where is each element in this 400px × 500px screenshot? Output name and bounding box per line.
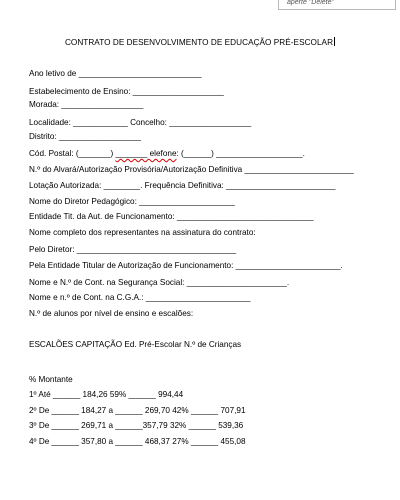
field-pelo-diretor[interactable]: Pelo Diretor: ___________________________________: [29, 245, 237, 254]
field-estabelecimento[interactable]: Estabelecimento de Ensino: ____________________: [29, 87, 224, 96]
field-morada[interactable]: Morada: __________________: [29, 100, 144, 109]
field-cod-postal[interactable]: [29, 149, 305, 159]
field-ano-letivo[interactable]: Ano letivo de ___________________________: [29, 69, 202, 78]
field-pela-entidade[interactable]: Pela Entidade Titular de Autorização de Funcionamento: _______________________.: [29, 261, 343, 270]
escalao-row[interactable]: 1º Até ______ 184,26 59% ______ 994,44: [29, 390, 184, 399]
spellcheck-underlined-text: _______ elefone: [115, 149, 177, 158]
representantes-label: Nome completo dos representantes na assinatura do contrato:: [29, 228, 256, 237]
field-distrito[interactable]: Distrito: __________________: [29, 132, 141, 141]
telefone-text: : (______) ___________________.: [176, 149, 305, 158]
field-entidade-titular[interactable]: Entidade Tit. da Aut. de Funcionamento: ______________________________: [29, 212, 314, 221]
escaloes-heading: ESCALÕES CAPITAÇÃO Ed. Pré-Escolar N.º de Crianças: [29, 340, 242, 349]
field-alvara[interactable]: N.º do Alvará/Autorização Provisória/Autorização Definitiva ________________________: [29, 165, 354, 174]
cod-postal-text: Cód. Postal: (_______): [29, 149, 116, 158]
field-seguranca-social[interactable]: Nome e N.º de Cont. na Segurança Social: ______________________.: [29, 278, 290, 287]
text-cursor: [334, 37, 335, 46]
tooltip: aperte "Delete": [278, 0, 396, 10]
field-cga[interactable]: Nome e n.º de Cont. na C.G.A.: _______________________: [29, 293, 251, 302]
escalao-row[interactable]: 4º De ______ 357,80 a ______ 468,37 27% ______ 455,08: [29, 437, 246, 446]
field-diretor-pedagogico[interactable]: Nome do Diretor Pedagógico: _____________________: [29, 197, 235, 206]
n-alunos-label: N.º de alunos por nível de ensino e escalões:: [29, 309, 194, 318]
field-lotacao[interactable]: Lotação Autorizada: ________. Frequência Definitiva: ________________________: [29, 181, 336, 190]
title-text: CONTRATO DE DESENVOLVIMENTO DE EDUCAÇÃO PRÉ-ESCOLAR: [64, 38, 334, 47]
document-title: [0, 37, 400, 47]
escalao-row[interactable]: 2º De ______ 184,27 a ______ 269,70 42% ______ 707,91: [29, 406, 246, 415]
escalao-row[interactable]: 3º De ______ 269,71 a ______357,79 32% ______ 539,36: [29, 421, 244, 430]
field-localidade[interactable]: Localidade: ____________ Concelho: __________________: [29, 118, 252, 127]
montante-label: % Montante: [29, 375, 73, 384]
